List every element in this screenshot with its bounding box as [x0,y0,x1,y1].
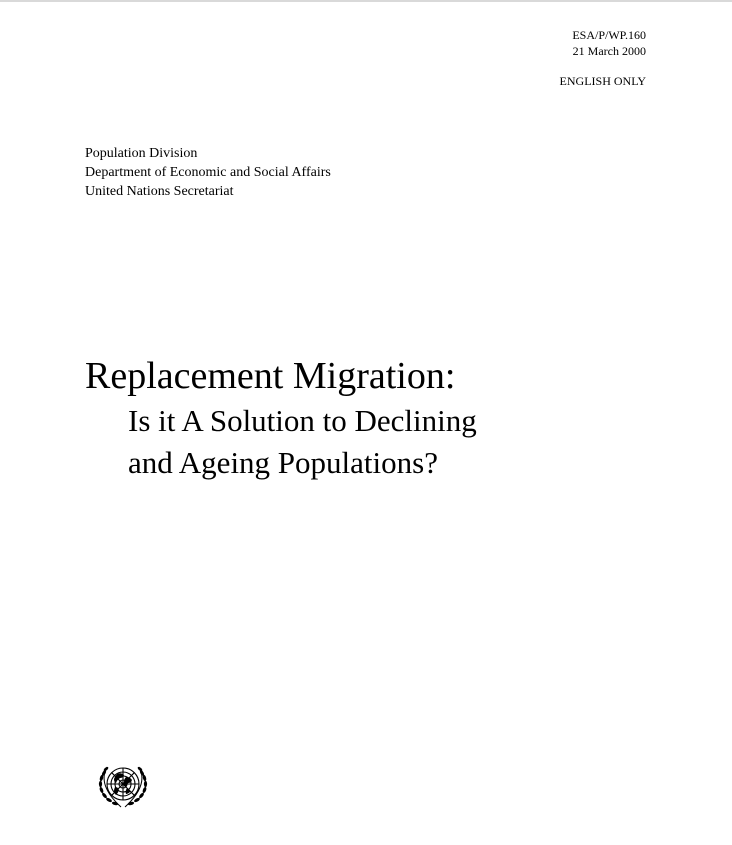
document-subtitle-line-2: and Ageing Populations? [128,445,438,480]
document-date: 21 March 2000 [572,44,646,58]
document-title: Replacement Migration: [85,355,456,397]
document-subtitle-line-1: Is it A Solution to Declining [128,403,477,438]
un-emblem-icon [93,757,153,813]
title-block [85,352,477,484]
secretariat-name: United Nations Secretariat [85,184,234,199]
language-note: ENGLISH ONLY [559,74,646,88]
organization-block [85,144,331,201]
department-name: Department of Economic and Social Affairs [85,165,331,180]
page-top-edge [0,0,732,2]
document-metadata [560,27,646,89]
document-symbol: ESA/P/WP.160 [572,28,646,42]
division-name: Population Division [85,146,198,161]
